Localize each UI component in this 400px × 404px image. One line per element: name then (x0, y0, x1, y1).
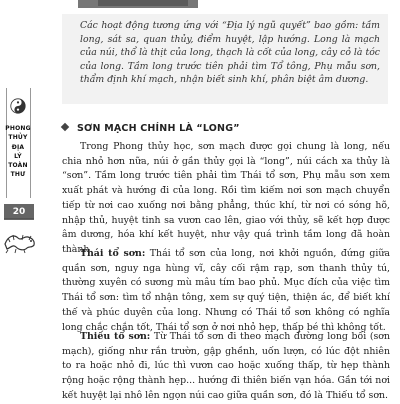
paragraph-1 (62, 140, 390, 258)
header-decor-bar-inner (98, 0, 188, 6)
sidebar-title-line: THỦY (8, 134, 28, 142)
intro-box (62, 14, 388, 104)
sidebar-book-title (3, 124, 33, 180)
sidebar-title-line: PHONG (5, 125, 31, 132)
paragraph-2-lead: Thái tổ sơn: (80, 248, 146, 259)
paragraph-3-text: Từ Thái tổ sơn đi theo mạch đường long bối (sơn mạch), giống như rắn trườn, gập ghềnh, uốn lượn, có lúc đột nhiên to ra hoặc nhỏ đi, lúc thì vươn cao hoặc xuống thấp, từ hẹp thành rộng hoặc rộng thành hẹp... hướng đi thiên biến vạn hóa. Gần tới nơi kết huyệt lại nhô lên ngọn núi cao giữa quần sơn, đó là Thiếu tổ sơn. (62, 331, 390, 401)
yin-yang-icon (10, 98, 26, 114)
page-number: 20 (4, 204, 34, 220)
sidebar-title-line: THƯ (10, 171, 26, 179)
paragraph-1-text: Trong Phong thủy học, sơn mạch được gọi chung là long, nếu chia nhỏ hơn nữa, núi ở gần thủy gọi là “long”, núi cách xa thủy là “sơn”. Tầm long trước tiên phải tìm Thái tổ sơn, Phụ mẫu sơn xem xuất phát và hướng đi của long. Rồi tìm kiếm nơi sơn mạch chuyển tiếp từ nơi cao xuống nơi bằng phẳng, thúc khí, từ nơi có sóng hõ, nhập thủ, huyệt tinh sa vươn cao lên, giao với thủy, sẽ kết hợp được âm dương, hóa khí kết huyệt, như vậy quá trình tầm long đã hoàn thành. (62, 141, 390, 255)
sidebar-rule (4, 218, 34, 219)
intro-text: Các hoạt động tương ứng với “Địa lý ngũ quyết” bao gồm: tầm long, sát sa, quan thủy, điểm huyệt, lập hướng. Long là mạch của núi, thổ là thịt của long, thạch là cốt của long, cây cỏ là tóc của long. Tầm long trước tiên phải tìm Tổ tông, Phụ mẫu sơn, thẩm định khí mạch, nhận biết sinh khí, phân biệt âm dương. (80, 20, 380, 86)
section-heading-text: SƠN MẠCH CHÍNH LÀ “LONG” (77, 123, 240, 134)
paragraph-2-text: Thái tổ sơn của long, nơi khởi nguồn, đứng giữa quần sơn, nguy nga hùng vĩ, cây cối rậm rạp, sơn thanh thủy tú, thường xuyên có sương mù mâu tím bao phủ. Mục đích của việc tìm Thái tổ sơn: tìm tổ nhận tông, xem sự quý tiện, thiện ác, để biết khí thế và phúc duyên của long. Nhưng có Thái tổ sơn không có nghĩa long chắc chắn tốt, Thái tổ sơn ở nơi nhỏ hẹp, thấp bé thì không tốt. (62, 248, 390, 333)
paragraph-2 (62, 247, 390, 335)
section-heading (62, 123, 240, 134)
paragraph-3-lead: Thiếu tổ sơn: (80, 331, 151, 342)
sidebar-title-line: ĐỊA (11, 143, 25, 151)
diamond-bullet-icon (61, 123, 69, 131)
sidebar-title-line: TOÀN (8, 162, 28, 170)
sidebar-title-line: LÝ (14, 152, 22, 160)
paragraph-3 (62, 330, 390, 404)
dragon-ornament-icon (2, 228, 38, 254)
